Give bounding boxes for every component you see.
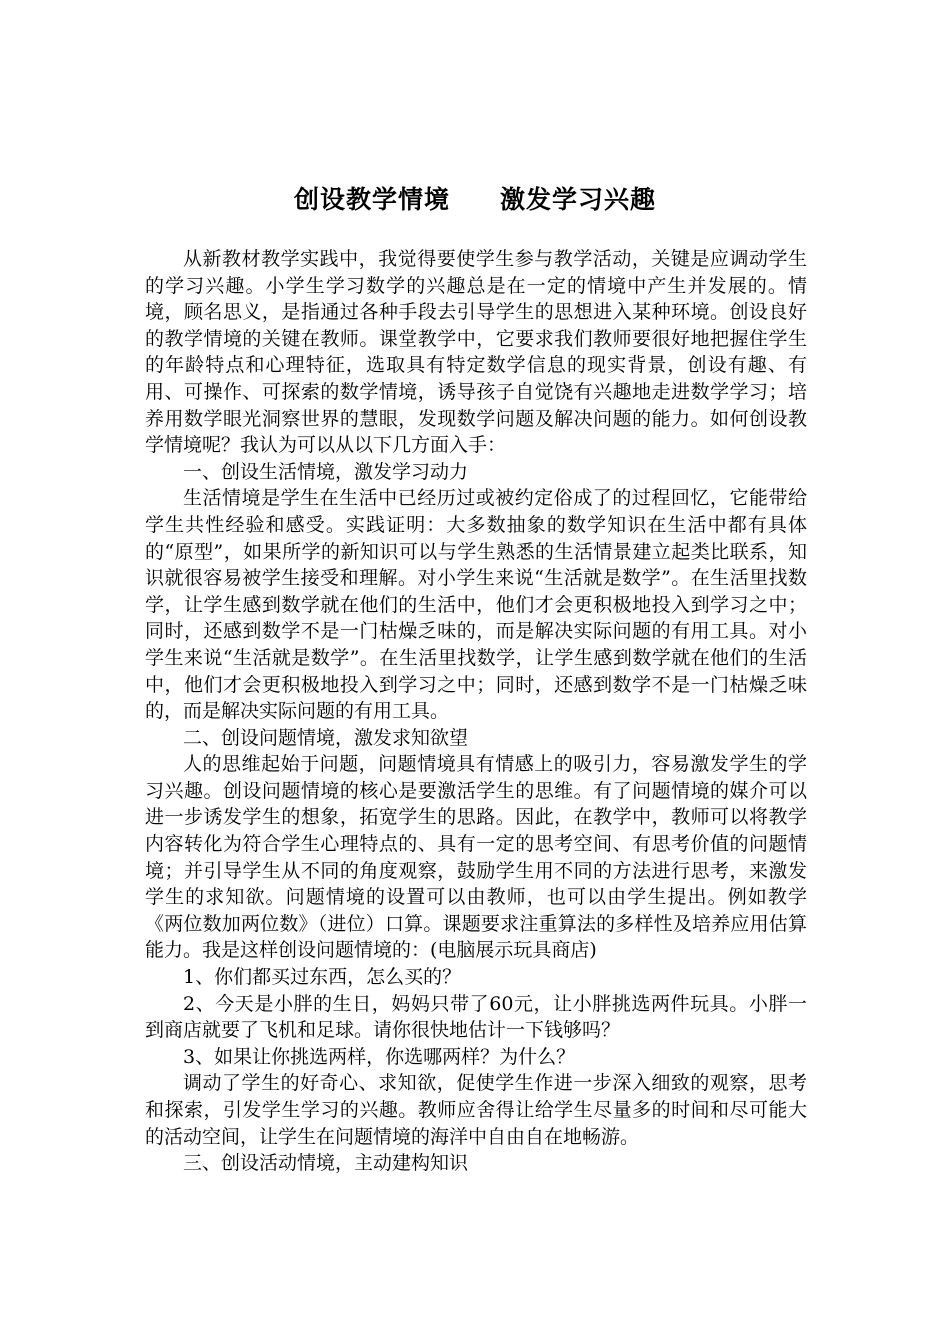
list-item-2: 2、今天是小胖的生日，妈妈只带了60元，让小胖挑选两件玩具。小胖一到商店就要了飞机和足球。请你很快地估计一下钱够吗？ xyxy=(145,992,807,1042)
section-heading-1: 一、创设生活情境，激发学习动力 xyxy=(183,460,469,483)
section-heading-3: 三、创设活动情境，主动建构知识 xyxy=(183,1152,469,1175)
document-title xyxy=(0,183,950,217)
document-body xyxy=(145,246,807,1177)
title-left: 创设教学情境 xyxy=(293,185,450,214)
section-heading-2: 二、创设问题情境，激发求知欲望 xyxy=(183,726,469,749)
list-item-3: 3、如果让你挑选两样，你选哪两样？为什么？ xyxy=(183,1045,576,1068)
paragraph-intro: 从新教材教学实践中，我觉得要使学生参与教学活动，关键是应调动学生的学习兴趣。小学生学习数学的兴趣总是在一定的情境中产生并发展的。情境，顾名思义，是指通过各种手段去引导学生的思想进入某种环境。创设良好的教学情境的关键在教师。课堂教学中，它要求我们教师要很好地把握住学生的年龄特点和心理特征，选取具有特定数学信息的现实背景，创设有趣、有用、可操作、可探索的数学情境，诱导孩子自觉饶有兴趣地走进数学学习；培养用数学眼光洞察世界的慧眼，发现数学问题及解决问题的能力。如何创设教学情境呢？我认为可以从以下几方面入手： xyxy=(145,248,807,457)
list-item-1: 1、你们都买过东西，怎么买的？ xyxy=(183,966,462,989)
paragraph-conclusion: 调动了学生的好奇心、求知欲，促使学生作进一步深入细致的观察，思考和探索，引发学生学习的兴趣。教师应舍得让给学生尽量多的时间和尽可能大的活动空间，让学生在问题情境的海洋中自由自在地畅游。 xyxy=(145,1072,807,1148)
paragraph-problem-situation: 人的思维起始于问题，问题情境具有情感上的吸引力，容易激发学生的学习兴趣。创设问题情境的核心是要激活学生的思维。有了问题情境的媒介可以进一步诱发学生的想象，拓宽学生的思路。因此，在教学中，教师可以将教学内容转化为符合学生心理特点的、具有一定的思考空间、有思考价值的问题情境；并引导学生从不同的角度观察，鼓励学生用不同的方法进行思考，来激发学生的求知欲。问题情境的设置可以由教师，也可以由学生提出。例如教学《两位数加两位数》（进位）口算。课题要求注重算法的多样性及培养应用估算能力。我是这样创设问题情境的：(电脑展示玩具商店) xyxy=(145,753,807,962)
title-right: 激发学习兴趣 xyxy=(500,185,657,214)
paragraph-life-situation: 生活情境是学生在生活中已经历过或被约定俗成了的过程回忆，它能带给学生共性经验和感受。实践证明：大多数抽象的数学知识在生活中都有具体的“原型”，如果所学的新知识可以与学生熟悉的生活情景建立起类比联系，知识就很容易被学生接受和理解。对小学生来说“生活就是数学”。在生活里找数学，让学生感到数学就在他们的生活中，他们才会更积极地投入到学习之中；同时，还感到数学不是一门枯燥乏味的，而是解决实际问题的有用工具。对小学生来说“生活就是数学”。在生活里找数学，让学生感到数学就在他们的生活中，他们才会更积极地投入到学习之中；同时，还感到数学不是一门枯燥乏味的，而是解决实际问题的有用工具。 xyxy=(145,487,807,723)
